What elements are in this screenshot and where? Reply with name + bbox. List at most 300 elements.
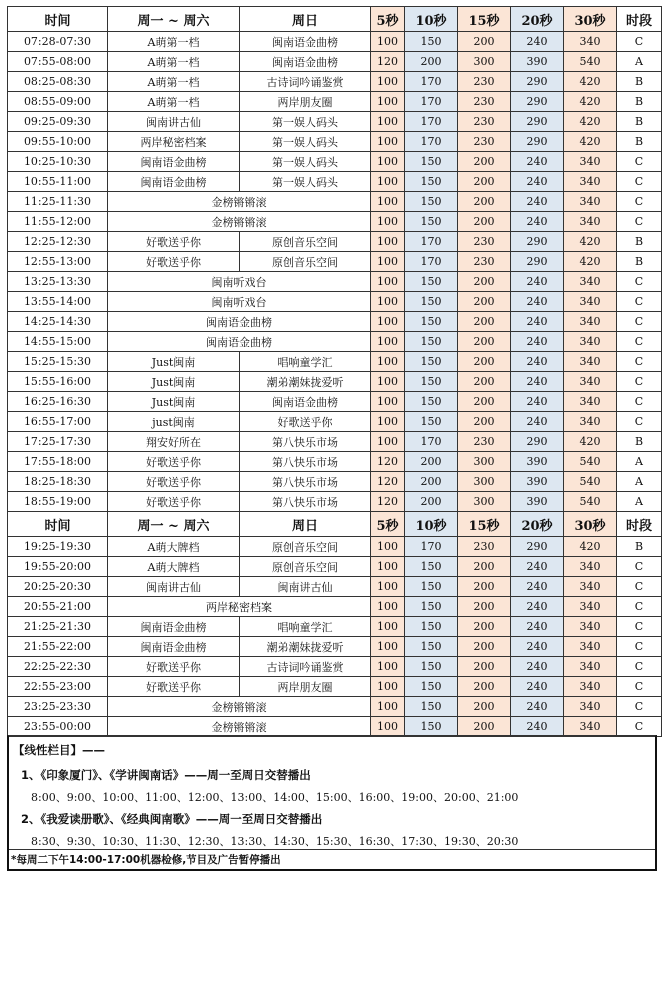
price-cell: 340: [564, 272, 617, 292]
slot-cell: B: [617, 537, 662, 557]
price-cell: 200: [458, 352, 511, 372]
price-cell: 150: [405, 312, 458, 332]
time-cell: 23:25-23:30: [8, 697, 108, 717]
price-cell: 290: [511, 432, 564, 452]
price-cell: 290: [511, 132, 564, 152]
price-cell: 150: [405, 617, 458, 637]
header-10s: 10秒: [405, 512, 458, 537]
table-row: [8, 432, 662, 452]
notes-title: 【线性栏目】——: [13, 743, 105, 757]
price-cell: 240: [511, 657, 564, 677]
slot-cell: C: [617, 272, 662, 292]
price-cell: 150: [405, 697, 458, 717]
program-cell-weekday: 翔安好所在: [108, 432, 240, 452]
price-cell: 340: [564, 192, 617, 212]
program-cell-weekday: 好歌送乎你: [108, 657, 240, 677]
time-cell: 10:25-10:30: [8, 152, 108, 172]
program-cell-sunday: 唱响童学汇: [240, 617, 371, 637]
price-cell: 290: [511, 252, 564, 272]
price-cell: 340: [564, 372, 617, 392]
slot-cell: C: [617, 192, 662, 212]
slot-cell: B: [617, 132, 662, 152]
price-cell: 150: [405, 392, 458, 412]
price-cell: 200: [458, 192, 511, 212]
price-cell: 340: [564, 657, 617, 677]
price-cell: 100: [371, 637, 405, 657]
time-cell: 08:25-08:30: [8, 72, 108, 92]
price-cell: 420: [564, 432, 617, 452]
slot-cell: C: [617, 32, 662, 52]
program-cell-weekday: A萌第一档: [108, 32, 240, 52]
slot-cell: B: [617, 252, 662, 272]
maintenance-footnote: *每周二下午14:00-17:00机器检修,节目及广告暂停播出: [9, 849, 655, 869]
price-cell: 230: [458, 252, 511, 272]
price-cell: 290: [511, 537, 564, 557]
time-cell: 20:25-20:30: [8, 577, 108, 597]
price-cell: 100: [371, 32, 405, 52]
price-cell: 150: [405, 192, 458, 212]
price-cell: 340: [564, 697, 617, 717]
price-cell: 100: [371, 112, 405, 132]
program-cell-sunday: 第一娱人码头: [240, 112, 371, 132]
price-cell: 340: [564, 557, 617, 577]
slot-cell: A: [617, 452, 662, 472]
program-cell-sunday: 闽南讲古仙: [240, 577, 371, 597]
program-cell-weekday: 闽南讲古仙: [108, 577, 240, 597]
program-cell-weekday: just闽南: [108, 412, 240, 432]
price-cell: 100: [371, 432, 405, 452]
price-cell: 240: [511, 597, 564, 617]
price-cell: 240: [511, 677, 564, 697]
time-cell: 13:25-13:30: [8, 272, 108, 292]
price-cell: 240: [511, 292, 564, 312]
price-cell: 340: [564, 212, 617, 232]
header-sunday: 周日: [240, 7, 371, 32]
price-cell: 420: [564, 537, 617, 557]
program-cell-weekday: 两岸秘密档案: [108, 132, 240, 152]
price-cell: 390: [511, 472, 564, 492]
price-cell: 300: [458, 52, 511, 72]
price-cell: 200: [458, 32, 511, 52]
time-cell: 22:25-22:30: [8, 657, 108, 677]
program-cell-sunday: 闽南语金曲榜: [240, 32, 371, 52]
time-cell: 09:25-09:30: [8, 112, 108, 132]
price-cell: 100: [371, 152, 405, 172]
slot-cell: C: [617, 412, 662, 432]
slot-cell: C: [617, 577, 662, 597]
program-cell-all-week: 金榜锵锵滚: [108, 717, 371, 737]
table-row: [8, 492, 662, 512]
table-header-row: [8, 7, 662, 32]
price-cell: 100: [371, 537, 405, 557]
program-cell-all-week: 两岸秘密档案: [108, 597, 371, 617]
slot-cell: C: [617, 152, 662, 172]
table-row: [8, 72, 662, 92]
slot-cell: C: [617, 717, 662, 737]
time-cell: 07:55-08:00: [8, 52, 108, 72]
program-cell-sunday: 第一娱人码头: [240, 152, 371, 172]
program-cell-sunday: 原创音乐空间: [240, 232, 371, 252]
slot-cell: C: [617, 597, 662, 617]
price-cell: 100: [371, 172, 405, 192]
price-cell: 290: [511, 92, 564, 112]
price-cell: 100: [371, 192, 405, 212]
slot-cell: C: [617, 312, 662, 332]
price-cell: 200: [458, 577, 511, 597]
price-cell: 170: [405, 132, 458, 152]
header-time: 时间: [8, 512, 108, 537]
price-cell: 390: [511, 492, 564, 512]
table-row: [8, 472, 662, 492]
price-cell: 390: [511, 452, 564, 472]
price-cell: 150: [405, 372, 458, 392]
program-cell-weekday: 闽南语金曲榜: [108, 617, 240, 637]
price-cell: 290: [511, 112, 564, 132]
time-cell: 23:55-00:00: [8, 717, 108, 737]
time-cell: 14:55-15:00: [8, 332, 108, 352]
price-cell: 150: [405, 717, 458, 737]
price-cell: 240: [511, 577, 564, 597]
price-cell: 200: [458, 372, 511, 392]
table-row: [8, 697, 662, 717]
header-30s: 30秒: [564, 7, 617, 32]
program-cell-weekday: 好歌送乎你: [108, 232, 240, 252]
slot-cell: C: [617, 557, 662, 577]
time-cell: 11:25-11:30: [8, 192, 108, 212]
table-row: [8, 152, 662, 172]
time-cell: 12:55-13:00: [8, 252, 108, 272]
price-cell: 170: [405, 232, 458, 252]
price-cell: 170: [405, 432, 458, 452]
time-cell: 15:55-16:00: [8, 372, 108, 392]
price-cell: 340: [564, 32, 617, 52]
program-cell-weekday: A萌第一档: [108, 52, 240, 72]
table-row: [8, 657, 662, 677]
price-cell: 120: [371, 492, 405, 512]
slot-cell: C: [617, 292, 662, 312]
price-cell: 100: [371, 657, 405, 677]
table-row: [8, 332, 662, 352]
price-cell: 200: [458, 212, 511, 232]
header-weekday: 周一 ~ 周六: [108, 512, 240, 537]
price-cell: 100: [371, 372, 405, 392]
table-row: [8, 52, 662, 72]
price-cell: 230: [458, 537, 511, 557]
table-row: [8, 92, 662, 112]
price-cell: 420: [564, 132, 617, 152]
table-row: [8, 232, 662, 252]
price-cell: 290: [511, 72, 564, 92]
price-cell: 150: [405, 352, 458, 372]
time-cell: 20:55-21:00: [8, 597, 108, 617]
price-cell: 200: [458, 677, 511, 697]
program-cell-sunday: 原创音乐空间: [240, 537, 371, 557]
price-cell: 200: [405, 452, 458, 472]
price-cell: 340: [564, 717, 617, 737]
table-row: [8, 557, 662, 577]
time-cell: 11:55-12:00: [8, 212, 108, 232]
price-cell: 200: [405, 52, 458, 72]
slot-cell: B: [617, 232, 662, 252]
table-row: [8, 597, 662, 617]
program-cell-sunday: 潮弟潮妹拢爱听: [240, 637, 371, 657]
program-cell-sunday: 两岸朋友圈: [240, 677, 371, 697]
price-cell: 240: [511, 152, 564, 172]
table-row: [8, 172, 662, 192]
notes-item-2: 2、《我爱读册歌》、《经典闽南歌》——周一至周日交替播出: [21, 812, 323, 826]
program-cell-sunday: 古诗词吟诵鉴赏: [240, 72, 371, 92]
schedule-table-day: [7, 6, 662, 512]
price-cell: 100: [371, 557, 405, 577]
price-cell: 100: [371, 72, 405, 92]
price-cell: 120: [371, 452, 405, 472]
header-5s: 5秒: [371, 7, 405, 32]
slot-cell: B: [617, 72, 662, 92]
time-cell: 07:28-07:30: [8, 32, 108, 52]
price-cell: 240: [511, 557, 564, 577]
program-cell-weekday: 闽南语金曲榜: [108, 637, 240, 657]
program-cell-weekday: 闽南语金曲榜: [108, 152, 240, 172]
program-cell-weekday: 好歌送乎你: [108, 452, 240, 472]
price-cell: 340: [564, 392, 617, 412]
price-cell: 240: [511, 32, 564, 52]
price-cell: 100: [371, 677, 405, 697]
table-row: [8, 252, 662, 272]
table-header-row: [8, 512, 662, 537]
time-cell: 19:25-19:30: [8, 537, 108, 557]
program-cell-sunday: 唱响童学汇: [240, 352, 371, 372]
time-cell: 09:55-10:00: [8, 132, 108, 152]
price-cell: 200: [458, 272, 511, 292]
time-cell: 18:25-18:30: [8, 472, 108, 492]
price-cell: 420: [564, 92, 617, 112]
price-cell: 100: [371, 92, 405, 112]
price-cell: 200: [458, 412, 511, 432]
header-20s: 20秒: [511, 512, 564, 537]
time-cell: 21:55-22:00: [8, 637, 108, 657]
time-cell: 21:25-21:30: [8, 617, 108, 637]
price-cell: 340: [564, 292, 617, 312]
price-cell: 540: [564, 52, 617, 72]
price-cell: 340: [564, 677, 617, 697]
price-cell: 100: [371, 272, 405, 292]
table-row: [8, 717, 662, 737]
time-cell: 18:55-19:00: [8, 492, 108, 512]
program-cell-weekday: 闽南讲古仙: [108, 112, 240, 132]
price-cell: 340: [564, 577, 617, 597]
time-cell: 22:55-23:00: [8, 677, 108, 697]
program-cell-sunday: 潮弟潮妹拢爱听: [240, 372, 371, 392]
table-row: [8, 537, 662, 557]
slot-cell: C: [617, 617, 662, 637]
price-cell: 150: [405, 412, 458, 432]
slot-cell: C: [617, 352, 662, 372]
price-cell: 240: [511, 312, 564, 332]
program-cell-weekday: A萌第一档: [108, 92, 240, 112]
price-cell: 200: [458, 717, 511, 737]
price-cell: 240: [511, 212, 564, 232]
price-cell: 230: [458, 432, 511, 452]
slot-cell: B: [617, 112, 662, 132]
price-cell: 200: [458, 292, 511, 312]
program-cell-sunday: 第一娱人码头: [240, 172, 371, 192]
time-cell: 10:55-11:00: [8, 172, 108, 192]
header-15s: 15秒: [458, 7, 511, 32]
price-cell: 200: [458, 332, 511, 352]
program-cell-weekday: 好歌送乎你: [108, 472, 240, 492]
header-15s: 15秒: [458, 512, 511, 537]
slot-cell: A: [617, 492, 662, 512]
price-cell: 150: [405, 212, 458, 232]
price-cell: 150: [405, 32, 458, 52]
price-cell: 200: [458, 597, 511, 617]
price-cell: 230: [458, 232, 511, 252]
header-30s: 30秒: [564, 512, 617, 537]
header-time: 时间: [8, 7, 108, 32]
slot-cell: C: [617, 332, 662, 352]
program-cell-weekday: A萌大牌档: [108, 557, 240, 577]
price-cell: 100: [371, 252, 405, 272]
price-cell: 120: [371, 52, 405, 72]
price-cell: 420: [564, 232, 617, 252]
price-cell: 200: [458, 697, 511, 717]
price-cell: 200: [458, 312, 511, 332]
time-cell: 13:55-14:00: [8, 292, 108, 312]
time-cell: 17:55-18:00: [8, 452, 108, 472]
table-row: [8, 392, 662, 412]
price-cell: 150: [405, 657, 458, 677]
price-cell: 100: [371, 232, 405, 252]
price-cell: 100: [371, 132, 405, 152]
price-cell: 240: [511, 272, 564, 292]
price-cell: 240: [511, 192, 564, 212]
price-cell: 340: [564, 152, 617, 172]
header-sunday: 周日: [240, 512, 371, 537]
table-row: [8, 452, 662, 472]
program-cell-sunday: 第八快乐市场: [240, 492, 371, 512]
price-cell: 300: [458, 472, 511, 492]
price-cell: 120: [371, 472, 405, 492]
time-cell: 15:25-15:30: [8, 352, 108, 372]
price-cell: 390: [511, 52, 564, 72]
price-cell: 150: [405, 332, 458, 352]
program-cell-weekday: A萌第一档: [108, 72, 240, 92]
header-20s: 20秒: [511, 7, 564, 32]
table-row: [8, 412, 662, 432]
header-slot: 时段: [617, 512, 662, 537]
slot-cell: A: [617, 472, 662, 492]
table-row: [8, 112, 662, 132]
table-row: [8, 192, 662, 212]
slot-cell: C: [617, 372, 662, 392]
price-cell: 170: [405, 92, 458, 112]
price-cell: 200: [405, 472, 458, 492]
price-cell: 170: [405, 112, 458, 132]
price-cell: 340: [564, 637, 617, 657]
program-cell-all-week: 闽南语金曲榜: [108, 312, 371, 332]
price-cell: 150: [405, 272, 458, 292]
notes-times-2: 8:30、9:30、10:30、11:30、12:30、13:30、14:30、15:30、16:30、17:30、19:30、20:30: [31, 835, 519, 848]
price-cell: 200: [458, 617, 511, 637]
price-cell: 100: [371, 332, 405, 352]
price-cell: 170: [405, 72, 458, 92]
price-cell: 340: [564, 312, 617, 332]
price-cell: 230: [458, 72, 511, 92]
program-cell-sunday: 闽南语金曲榜: [240, 52, 371, 72]
slot-cell: B: [617, 432, 662, 452]
time-cell: 19:55-20:00: [8, 557, 108, 577]
program-cell-sunday: 古诗词吟诵鉴赏: [240, 657, 371, 677]
price-cell: 340: [564, 352, 617, 372]
program-cell-weekday: Just闽南: [108, 352, 240, 372]
program-cell-weekday: 好歌送乎你: [108, 492, 240, 512]
price-cell: 150: [405, 152, 458, 172]
price-cell: 290: [511, 232, 564, 252]
price-cell: 240: [511, 352, 564, 372]
price-cell: 150: [405, 292, 458, 312]
program-cell-all-week: 闽南听戏台: [108, 272, 371, 292]
price-cell: 100: [371, 697, 405, 717]
price-cell: 170: [405, 252, 458, 272]
program-cell-sunday: 第八快乐市场: [240, 452, 371, 472]
price-cell: 240: [511, 717, 564, 737]
price-cell: 100: [371, 292, 405, 312]
price-cell: 150: [405, 577, 458, 597]
program-cell-weekday: 闽南语金曲榜: [108, 172, 240, 192]
price-cell: 150: [405, 172, 458, 192]
table-row: [8, 372, 662, 392]
price-cell: 100: [371, 597, 405, 617]
program-cell-all-week: 闽南听戏台: [108, 292, 371, 312]
time-cell: 12:25-12:30: [8, 232, 108, 252]
program-cell-sunday: 第一娱人码头: [240, 132, 371, 152]
header-5s: 5秒: [371, 512, 405, 537]
price-cell: 420: [564, 72, 617, 92]
program-cell-all-week: 金榜锵锵滚: [108, 192, 371, 212]
table-row: [8, 212, 662, 232]
price-cell: 200: [458, 557, 511, 577]
price-cell: 150: [405, 597, 458, 617]
program-cell-weekday: Just闽南: [108, 392, 240, 412]
program-cell-sunday: 原创音乐空间: [240, 252, 371, 272]
price-cell: 540: [564, 452, 617, 472]
price-cell: 100: [371, 577, 405, 597]
slot-cell: C: [617, 657, 662, 677]
time-cell: 16:55-17:00: [8, 412, 108, 432]
price-cell: 240: [511, 637, 564, 657]
price-cell: 340: [564, 597, 617, 617]
price-cell: 200: [458, 152, 511, 172]
schedule-table-night: [7, 511, 662, 737]
price-cell: 150: [405, 557, 458, 577]
time-cell: 14:25-14:30: [8, 312, 108, 332]
price-cell: 100: [371, 392, 405, 412]
program-cell-sunday: 原创音乐空间: [240, 557, 371, 577]
price-cell: 100: [371, 352, 405, 372]
linear-programs-notes: [7, 735, 657, 871]
price-cell: 240: [511, 697, 564, 717]
slot-cell: A: [617, 52, 662, 72]
slot-cell: C: [617, 212, 662, 232]
program-cell-all-week: 金榜锵锵滚: [108, 697, 371, 717]
table-row: [8, 132, 662, 152]
price-cell: 240: [511, 392, 564, 412]
price-cell: 100: [371, 717, 405, 737]
header-weekday: 周一 ~ 周六: [108, 7, 240, 32]
program-cell-sunday: 两岸朋友圈: [240, 92, 371, 112]
table-row: [8, 272, 662, 292]
price-cell: 100: [371, 412, 405, 432]
